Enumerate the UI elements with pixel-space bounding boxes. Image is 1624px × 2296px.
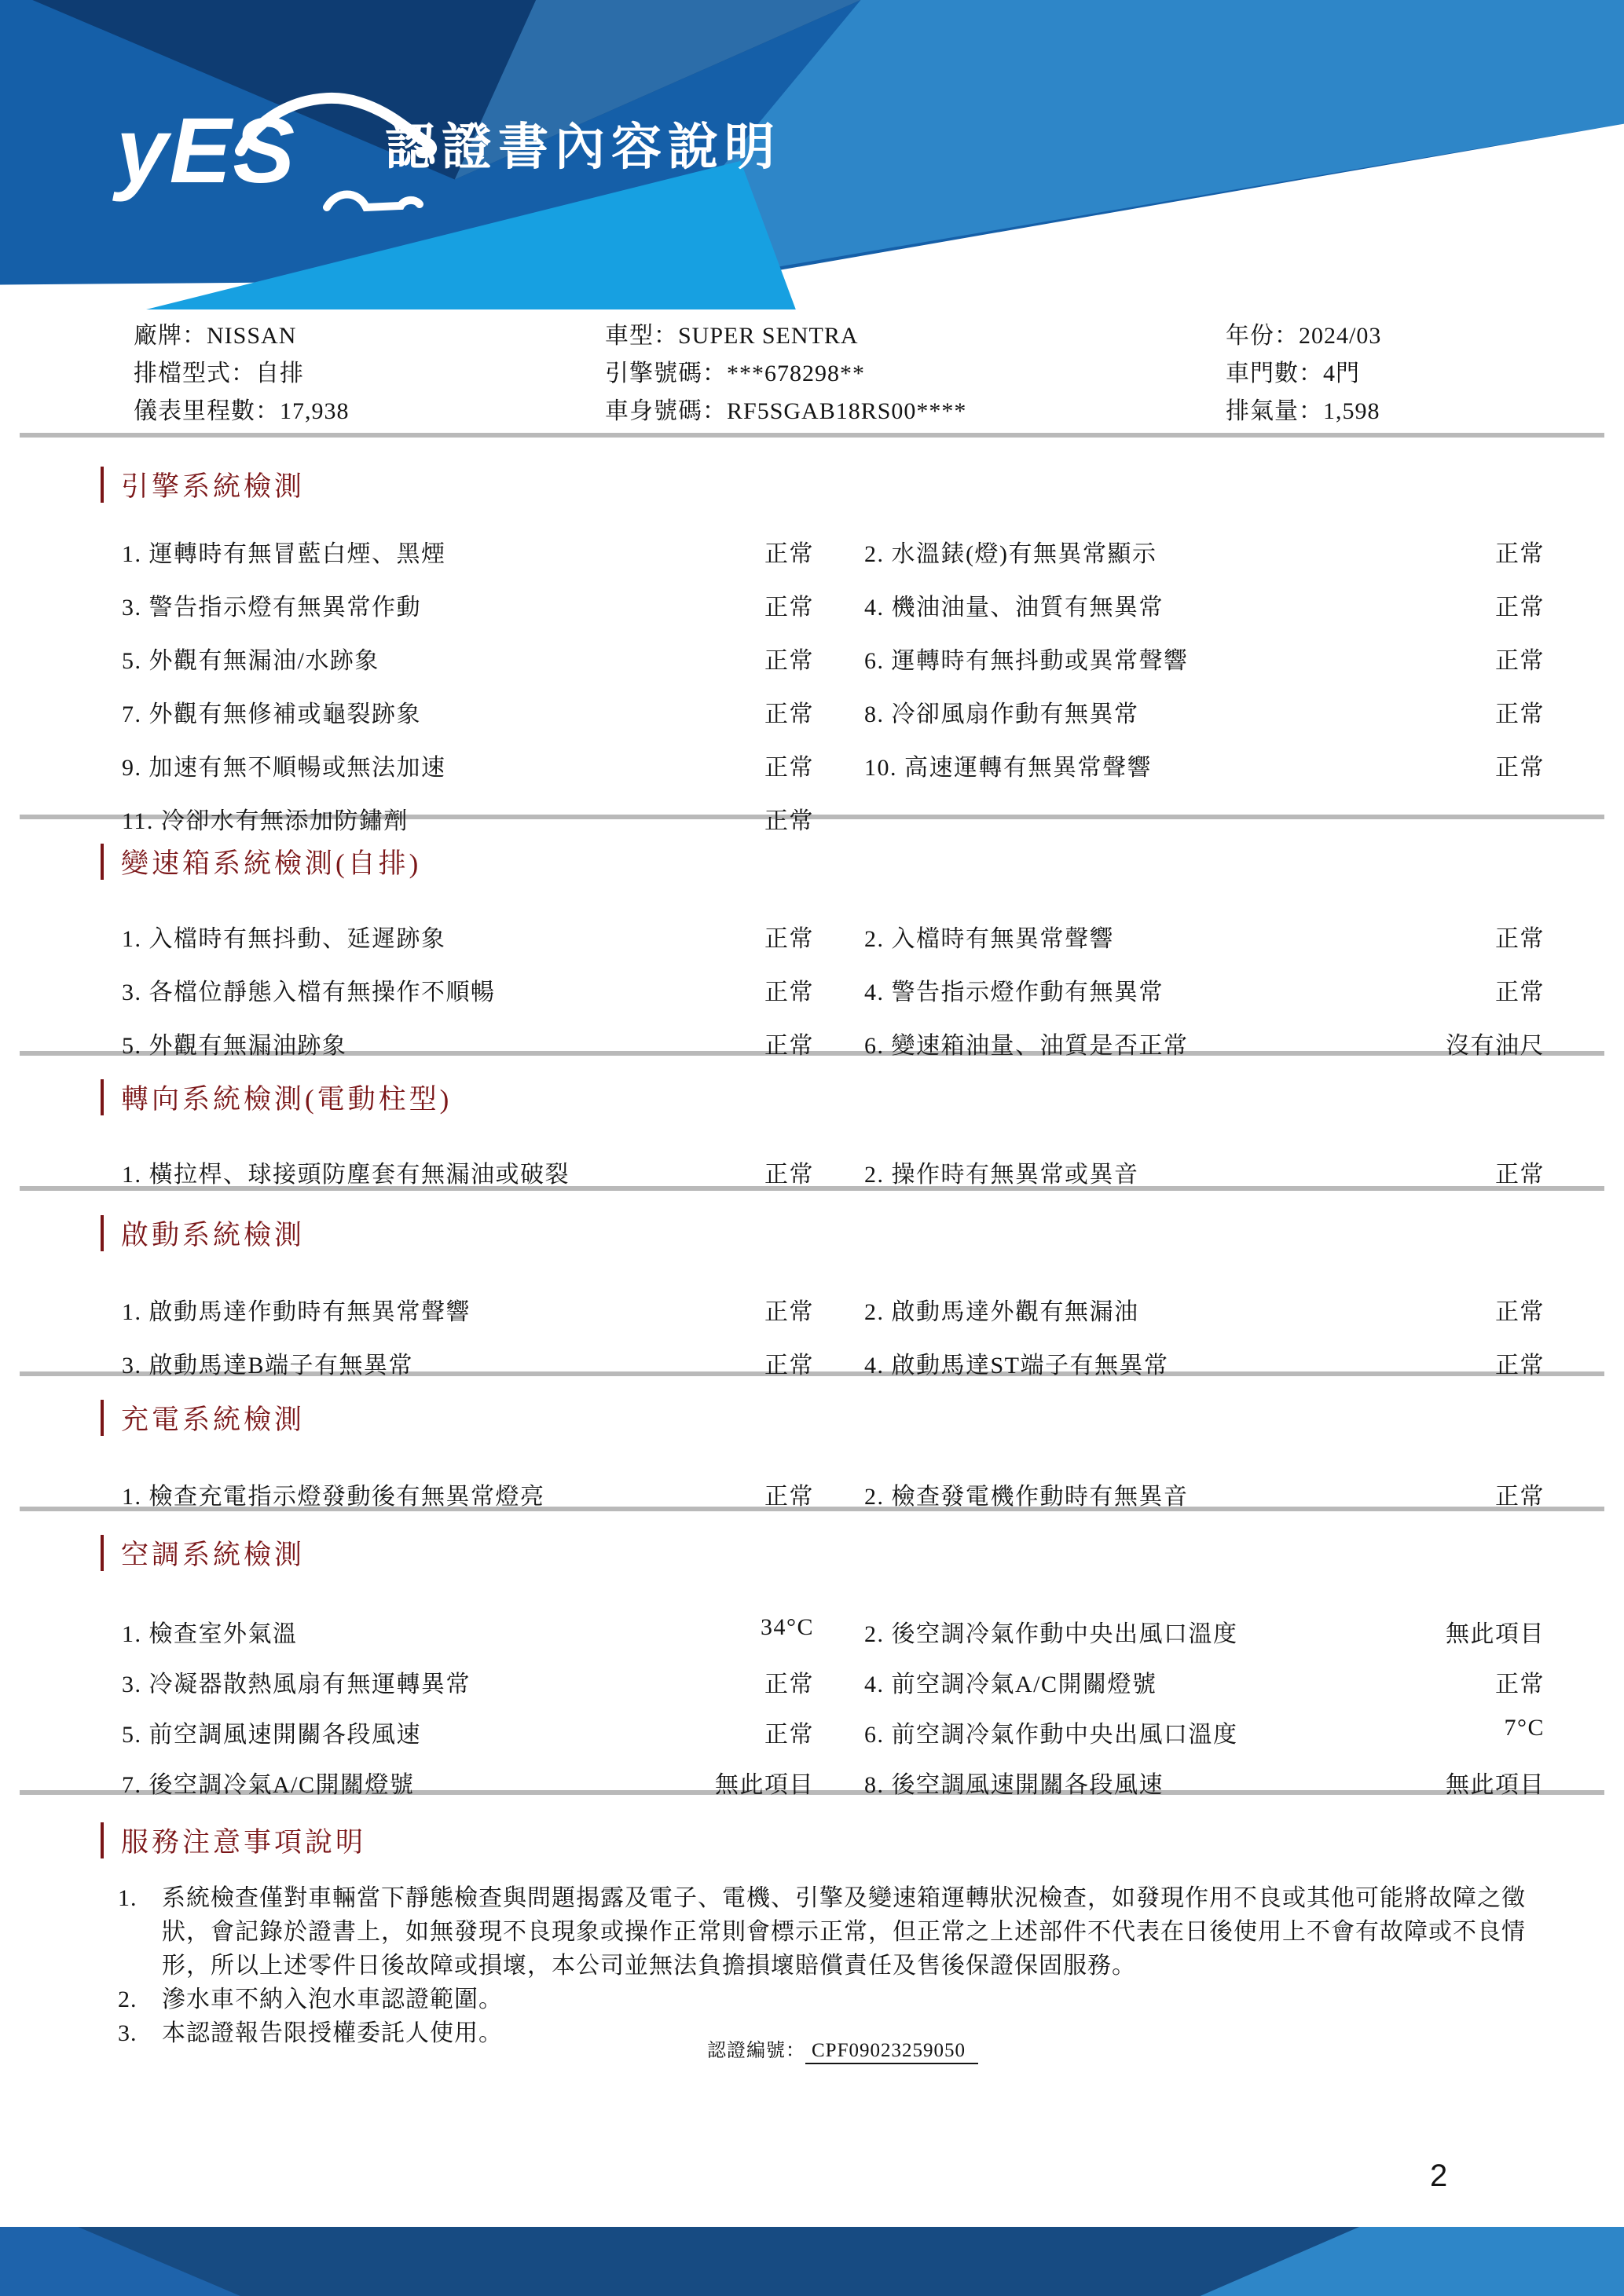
section-rows	[0, 1614, 1624, 1815]
item-text: 4. 警告指示燈作動有無異常	[864, 980, 1164, 1005]
item-text: 2. 入檔時有無異常聲響	[864, 926, 1114, 952]
section-title: 變速箱系統檢測(自排)	[121, 848, 422, 879]
item-result: 正常	[764, 1672, 814, 1697]
inspection-row	[0, 641, 1624, 694]
section-header	[101, 1214, 1624, 1253]
inspection-row	[0, 1664, 1624, 1715]
item-result: 正常	[1495, 701, 1545, 727]
vehicle-year: 年份：2024/03	[1226, 323, 1382, 349]
item-result: 正常	[764, 755, 814, 781]
item-text: 6. 變速箱油量、油質是否正常	[864, 1033, 1189, 1059]
section-bar	[101, 1215, 104, 1251]
section-title: 轉向系統檢測(電動柱型)	[121, 1084, 453, 1115]
certificate-number	[707, 2034, 978, 2062]
item-result: 正常	[764, 926, 814, 952]
item-result: 無此項目	[1446, 1621, 1545, 1647]
item-text: 7. 外觀有無修補或龜裂跡象	[122, 701, 421, 727]
vehicle-brand: 廠牌：NISSAN	[134, 323, 297, 349]
section-title: 引擎系統檢測	[121, 471, 306, 502]
section-rows	[0, 534, 1624, 855]
note-number: 1.	[118, 1885, 137, 1911]
section-bar	[101, 1535, 104, 1571]
section-bar	[101, 844, 104, 880]
footer-right-shape	[0, 2227, 1624, 2296]
item-result: 正常	[1495, 1672, 1545, 1697]
vehicle-doors: 車門數：4門	[1226, 361, 1360, 386]
vehicle-info-row	[0, 391, 1624, 429]
item-text: 4. 前空調冷氣A/C開關燈號	[864, 1672, 1157, 1697]
item-text: 3. 啟動馬達B端子有無異常	[122, 1353, 414, 1379]
service-note	[118, 1983, 1624, 2016]
inspection-row	[0, 1155, 1624, 1208]
vehicle-mileage: 儀表里程數：17,938	[134, 398, 350, 424]
item-result: 7°C	[1504, 1715, 1545, 1741]
note-number: 3.	[118, 2020, 137, 2046]
item-text: 5. 外觀有無漏油跡象	[122, 1033, 347, 1059]
section-bar	[101, 1079, 104, 1115]
item-text: 7. 後空調冷氣A/C開關燈號	[122, 1772, 415, 1798]
item-text: 3. 各檔位靜態入檔有無操作不順暢	[122, 980, 496, 1005]
section-air-conditioning	[0, 1533, 1624, 1815]
item-result: 正常	[1495, 926, 1545, 952]
item-text: 11. 冷卻水有無添加防鏽劑	[122, 808, 409, 834]
section-bar	[101, 467, 104, 503]
page-title: 認證書內容說明	[385, 119, 781, 175]
item-result: 正常	[1495, 541, 1545, 567]
section-rows	[0, 1477, 1624, 1530]
inspection-row	[0, 1026, 1624, 1079]
section-rows	[0, 1155, 1624, 1208]
inspection-row	[0, 534, 1624, 588]
section-title: 啟動系統檢測	[121, 1220, 306, 1251]
vehicle-info	[0, 316, 1624, 429]
item-text: 1. 運轉時有無冒藍白煙、黑煙	[122, 541, 446, 567]
item-result: 正常	[764, 1484, 814, 1510]
item-result: 正常	[764, 1033, 814, 1059]
item-result: 正常	[1495, 648, 1545, 674]
inspection-row	[0, 919, 1624, 972]
section-bar	[101, 1822, 104, 1858]
item-result: 正常	[764, 541, 814, 567]
item-text: 4. 啟動馬達ST端子有無異常	[864, 1353, 1169, 1379]
item-text: 2. 操作時有無異常或異音	[864, 1162, 1139, 1188]
section-rows	[0, 1292, 1624, 1399]
header-banner	[0, 0, 1624, 309]
service-note	[118, 1881, 1624, 1983]
item-text: 8. 後空調風速開關各段風速	[864, 1772, 1164, 1798]
section-header	[101, 1398, 1624, 1437]
section-steering	[0, 1078, 1624, 1208]
inspection-row	[0, 1477, 1624, 1530]
vehicle-info-row	[0, 316, 1624, 353]
inspection-row	[0, 694, 1624, 748]
section-header	[101, 465, 1624, 504]
item-result: 正常	[764, 980, 814, 1005]
note-text: 系統檢查僅對車輛當下靜態檢查與問題揭露及電子、電機、引擎及變速箱運轉狀況檢查，如發現作用不良或其他可能將故障之徵狀，會記錄於證書上，如無發現不良現象或操作正常則會標示正常，但正常之上述部件不代表在日後使用上不會有故障或不良情形，所以上述零件日後故障或損壞，本公司並無法負擔損壞賠償責任及售後保證保固服務。	[162, 1885, 1526, 1979]
item-result: 正常	[764, 595, 814, 621]
item-result: 正常	[1495, 1353, 1545, 1379]
item-text: 2. 後空調冷氣作動中央出風口溫度	[864, 1621, 1238, 1647]
section-rows	[0, 919, 1624, 1079]
item-result: 正常	[1495, 595, 1545, 621]
item-result: 正常	[764, 1722, 814, 1748]
item-text: 8. 冷卻風扇作動有無異常	[864, 701, 1139, 727]
vehicle-vin: 車身號碼：RF5SGAB18RS00****	[605, 398, 967, 424]
item-result: 沒有油尺	[1446, 1033, 1545, 1059]
footer-band	[0, 2227, 1624, 2296]
item-result: 正常	[764, 1353, 814, 1379]
vehicle-model: 車型：SUPER SENTRA	[605, 323, 859, 349]
note-text: 本認證報告限授權委託人使用。	[162, 2020, 503, 2046]
inspection-row	[0, 588, 1624, 641]
item-result: 無此項目	[1446, 1772, 1545, 1798]
inspection-row	[0, 1765, 1624, 1815]
item-text: 2. 啟動馬達外觀有無漏油	[864, 1299, 1139, 1325]
section-title: 充電系統檢測	[121, 1404, 306, 1435]
vehicle-transmission: 排檔型式：自排	[134, 361, 304, 386]
section-bar	[101, 1400, 104, 1436]
item-text: 5. 前空調風速開關各段風速	[122, 1722, 421, 1748]
item-text: 6. 運轉時有無抖動或異常聲響	[864, 648, 1189, 674]
section-title: 服務注意事項說明	[121, 1827, 367, 1858]
inspection-row	[0, 1715, 1624, 1765]
vehicle-engine-no: 引擎號碼：***678298**	[605, 361, 865, 386]
item-result: 正常	[764, 1299, 814, 1325]
service-notes-list	[118, 1881, 1624, 2050]
item-result: 無此項目	[715, 1772, 814, 1798]
item-text: 5. 外觀有無漏油/水跡象	[122, 648, 379, 674]
item-result: 34°C	[760, 1614, 814, 1640]
section-starting	[0, 1214, 1624, 1399]
certificate-number-label: 認證編號：	[707, 2041, 805, 2061]
section-charging	[0, 1398, 1624, 1530]
inspection-row	[0, 1614, 1624, 1664]
item-text: 3. 冷凝器散熱風扇有無運轉異常	[122, 1672, 471, 1697]
item-result: 正常	[764, 1162, 814, 1188]
section-title: 空調系統檢測	[121, 1540, 306, 1570]
note-text: 滲水車不納入泡水車認證範圍。	[162, 1987, 503, 2012]
vehicle-displacement: 排氣量：1,598	[1226, 398, 1380, 424]
inspection-row	[0, 1346, 1624, 1399]
item-result: 正常	[764, 808, 814, 834]
section-engine	[0, 465, 1624, 855]
inspection-row	[0, 972, 1624, 1026]
page-number: 2	[1430, 2159, 1448, 2193]
item-text: 2. 水溫錶(燈)有無異常顯示	[864, 541, 1157, 567]
item-text: 2. 檢查發電機作動時有無異音	[864, 1484, 1189, 1510]
item-text: 1. 橫拉桿、球接頭防塵套有無漏油或破裂	[122, 1162, 570, 1188]
item-result: 正常	[1495, 755, 1545, 781]
inspection-row	[0, 1292, 1624, 1346]
section-header	[101, 1533, 1624, 1573]
item-text: 1. 檢查充電指示燈發動後有無異常燈亮	[122, 1484, 545, 1510]
item-result: 正常	[1495, 980, 1545, 1005]
item-text: 1. 啟動馬達作動時有無異常聲響	[122, 1299, 471, 1325]
item-result: 正常	[764, 701, 814, 727]
certificate-number-value: CPF09023259050	[805, 2040, 978, 2064]
inspection-row	[0, 748, 1624, 801]
item-text: 1. 入檔時有無抖動、延遲跡象	[122, 926, 446, 952]
item-result: 正常	[1495, 1162, 1545, 1188]
section-header	[101, 1821, 1624, 1860]
item-text: 1. 檢查室外氣溫	[122, 1621, 298, 1647]
item-result: 正常	[764, 648, 814, 674]
section-service-notes	[0, 1821, 1624, 2061]
item-text: 6. 前空調冷氣作動中央出風口溫度	[864, 1722, 1238, 1748]
item-text: 4. 機油油量、油質有無異常	[864, 595, 1164, 621]
section-header	[101, 1078, 1624, 1117]
section-header	[101, 842, 1624, 881]
vehicle-info-row	[0, 353, 1624, 391]
item-result: 正常	[1495, 1299, 1545, 1325]
item-result: 正常	[1495, 1484, 1545, 1510]
item-text: 3. 警告指示燈有無異常作動	[122, 595, 421, 621]
note-number: 2.	[118, 1987, 137, 2012]
item-text: 10. 高速運轉有無異常聲響	[864, 755, 1152, 781]
item-text: 9. 加速有無不順暢或無法加速	[122, 755, 446, 781]
section-transmission	[0, 842, 1624, 1079]
yes-logo-text: yES	[116, 99, 297, 203]
divider	[20, 433, 1604, 438]
